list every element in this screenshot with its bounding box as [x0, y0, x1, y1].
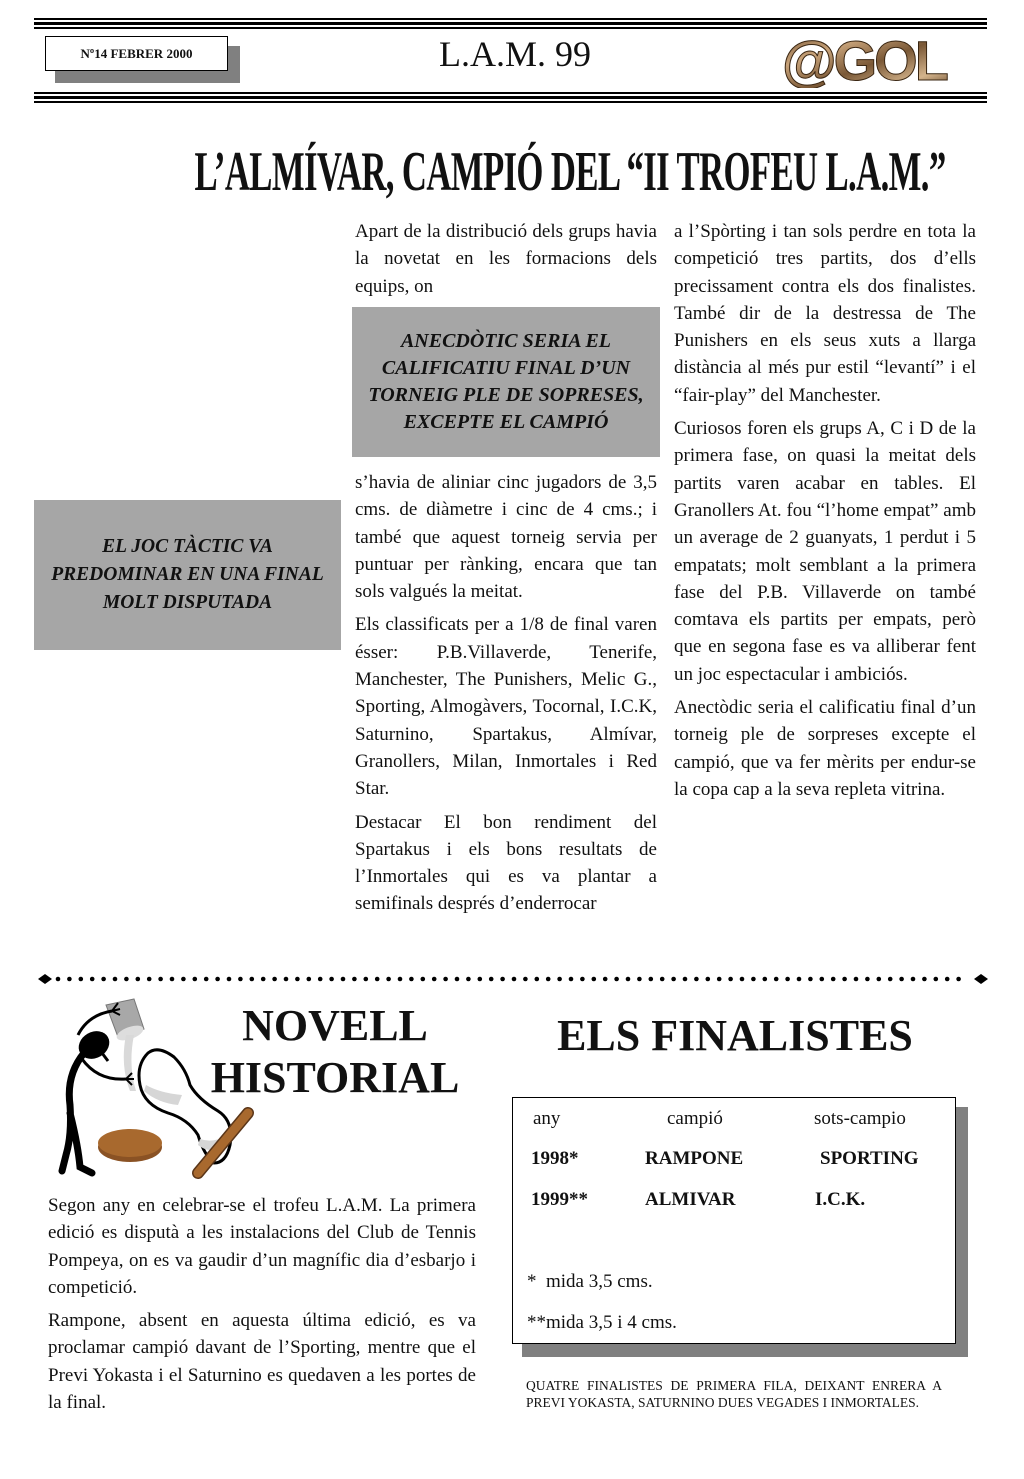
table-header-row [513, 1108, 955, 1134]
masthead-top-rule [34, 18, 987, 32]
divider-dot [580, 977, 585, 982]
cell-champion: RAMPONE [645, 1148, 744, 1169]
article-middle-column-top [355, 218, 657, 306]
divider-dot [272, 977, 277, 982]
divider-dot [261, 977, 266, 982]
divider-dot [694, 977, 699, 982]
divider-dots [56, 977, 961, 982]
divider-dot [911, 977, 916, 982]
cell-year: 1998* [531, 1148, 579, 1169]
publication-title: L.A.M. 99 [439, 34, 591, 74]
divider-dot [592, 977, 597, 982]
divider-dot [523, 977, 528, 982]
divider-dot [934, 977, 939, 982]
history-title-line2: HISTORIAL [210, 1053, 460, 1102]
article-middle-column-bottom [355, 469, 657, 924]
divider-dot [683, 977, 688, 982]
divider-dot [158, 977, 163, 982]
divider-dot [204, 977, 209, 982]
divider-dot [626, 977, 631, 982]
divider-dot [899, 977, 904, 982]
history-text [48, 1192, 476, 1422]
divider-dot [193, 977, 198, 982]
divider-dot [922, 977, 927, 982]
divider-dot [945, 977, 950, 982]
divider-dot [455, 977, 460, 982]
divider-dot [170, 977, 175, 982]
article-paragraph: Curiosos foren els grups A, C i D de la primera fase, on quasi la meitat dels partits varen acabar en tables. El Granollers At. fou “l’home empat” amb un average de 2 guanyats, 1 perdut i 5 empatats; molt semblant a la primera fase del P.B. Villaverde on també comtava els partits per empats, però que en segona fase es va alliberar fent un joc espectacular i ambiciós. [674, 418, 976, 685]
divider-dot [227, 977, 232, 982]
divider-dot [124, 977, 129, 982]
gol-logo-icon [782, 32, 972, 88]
divider-dot [763, 977, 768, 982]
cell-runner-up: SPORTING [820, 1148, 919, 1169]
history-section-title [200, 1000, 470, 1104]
divider-dot [717, 977, 722, 982]
pull-quote-left: EL JOC TÀCTIC VA PREDOMINAR EN UNA FINAL MOLT DISPUTADA [34, 500, 341, 650]
divider-dot [79, 977, 84, 982]
cell-year: 1999** [531, 1189, 588, 1210]
divider-dot [147, 977, 152, 982]
dotted-divider [38, 972, 988, 986]
divider-dot [706, 977, 711, 982]
divider-dot [136, 977, 141, 982]
divider-dot [421, 977, 426, 982]
divider-dot [466, 977, 471, 982]
divider-dot [603, 977, 608, 982]
divider-dot [318, 977, 323, 982]
divider-dot [831, 977, 836, 982]
divider-dot [557, 977, 562, 982]
finalists-section-title: ELS FINALISTES [557, 1011, 913, 1060]
divider-dot [751, 977, 756, 982]
divider-dot [375, 977, 380, 982]
divider-dot [409, 977, 414, 982]
divider-dot [671, 977, 676, 982]
article-paragraph: Apart de la distribució dels grups havia la novetat en les formacions dels equips, on [355, 221, 657, 297]
divider-dot [797, 977, 802, 982]
divider-dot [877, 977, 882, 982]
divider-dot [113, 977, 118, 982]
divider-dot [865, 977, 870, 982]
divider-dot [67, 977, 72, 982]
divider-dot [329, 977, 334, 982]
divider-dot [238, 977, 243, 982]
divider-dot [250, 977, 255, 982]
header-champion: campió [667, 1108, 723, 1129]
divider-dot [569, 977, 574, 982]
divider-dot [398, 977, 403, 982]
divider-dot [101, 977, 106, 982]
divider-dot [614, 977, 619, 982]
divider-dot [649, 977, 654, 982]
table-row [513, 1148, 955, 1174]
table-footnote: **mida 3,5 i 4 cms. [527, 1312, 677, 1333]
divider-dot [90, 977, 95, 982]
header-year: any [533, 1108, 561, 1129]
divider-dot [854, 977, 859, 982]
divider-dot [740, 977, 745, 982]
table-footnote: * mida 3,5 cms. [527, 1271, 653, 1292]
divider-dot [956, 977, 961, 982]
stick-figure [62, 1053, 92, 1173]
divider-dot [352, 977, 357, 982]
divider-dot [478, 977, 483, 982]
article-paragraph: Destacar El bon rendiment del Spartakus i els bons resultats de l’Inmortales qui es va plantar a semifinals després d’enderrocar [355, 811, 657, 915]
divider-dot [443, 977, 448, 982]
divider-dot [56, 977, 61, 982]
divider-dot [181, 977, 186, 982]
finalists-table [512, 1097, 956, 1344]
article-paragraph: s’havia de aliniar cinc jugadors de 3,5 cms. de diàmetre i cinc de 4 cms.; i també que aquest torneig servia per puntuar per rànking, encara que tan sols valgués la meitat. [355, 472, 657, 603]
divider-dot [364, 977, 369, 982]
divider-dot [500, 977, 505, 982]
divider-dot [386, 977, 391, 982]
diamond-right-icon [974, 974, 988, 984]
divider-dot [546, 977, 551, 982]
divider-dot [728, 977, 733, 982]
divider-dot [888, 977, 893, 982]
table-row [513, 1189, 955, 1215]
divider-dot [307, 977, 312, 982]
history-paragraph: Rampone, absent en aquesta última edició, es va proclamar campió davant de l’Sporting, mentre que el Previ Yokasta i el Saturnino es quedaven a les portes de la final. [48, 1310, 476, 1414]
history-paragraph: Segon any en celebrar-se el trofeu L.A.M. La primera edició es disputà a les instalacions del Club de Tennis Pompeya, on es va gaudir d’un magnífic dia d’esbarjo i competició. [48, 1195, 476, 1298]
article-paragraph: Els classificats per a 1/8 de final varen ésser: P.B.Villaverde, Tenerife, Manchester, The Punishers, Melic G., Sporting, Almogàvers, Tocornal, I.C.K, Saturnino, Spartakus, Almívar, Granollers, Milan, Inmortales i Red Star. [355, 614, 657, 800]
history-title-line1: NOVELL [242, 1001, 428, 1050]
article-paragraph: Anectòdic seria el calificatiu final d’un torneig ple de sorpreses excepte el campió, que va fer mèrits per endur-se la copa cap a la seva repleta vitrina. [674, 697, 976, 800]
divider-dot [637, 977, 642, 982]
divider-dot [820, 977, 825, 982]
masthead-bottom-rule [34, 92, 987, 106]
diamond-left-icon [38, 974, 52, 984]
logo-text: @GOL [782, 32, 946, 88]
divider-dot [341, 977, 346, 982]
divider-dot [660, 977, 665, 982]
divider-dot [432, 977, 437, 982]
article-right-column [674, 218, 976, 809]
divider-dot [808, 977, 813, 982]
divider-dot [785, 977, 790, 982]
cell-runner-up: I.C.K. [815, 1189, 866, 1210]
divider-dot [842, 977, 847, 982]
header-runner-up: sots-campio [814, 1108, 906, 1129]
divider-dot [489, 977, 494, 982]
divider-dot [295, 977, 300, 982]
finalists-caption: QUATRE FINALISTES DE PRIMERA FILA, DEIXANT ENRERA A PREVI YOKASTA, SATURNINO DUES VEGADES I INMORTALES. [526, 1378, 942, 1411]
divider-dot [284, 977, 289, 982]
divider-dot [774, 977, 779, 982]
article-paragraph: a l’Spòrting i tan sols perdre en tota la competició tres partits, dos d’ells precissament contra els dos finalistes. També dir de la destressa de The Punishers en els seus xuts a llarga distància al més pur estil “levantí” i el “fair-play” del Manchester. [674, 221, 976, 406]
divider-dot [215, 977, 220, 982]
pull-quote-middle: ANECDÒTIC SERIA EL CALIFICATIU FINAL D’UN TORNEIG PLE DE SOPRESES, EXCEPTE EL CAMPIÓ [352, 307, 660, 457]
cell-champion: ALMIVAR [645, 1189, 736, 1210]
issue-label: Nº14 FEBRER 2000 [45, 36, 228, 71]
divider-dot [512, 977, 517, 982]
divider-dot [535, 977, 540, 982]
headline: L’ALMÍVAR, CAMPIÓ DEL “II TROFEU L.A.M.” [194, 141, 946, 203]
